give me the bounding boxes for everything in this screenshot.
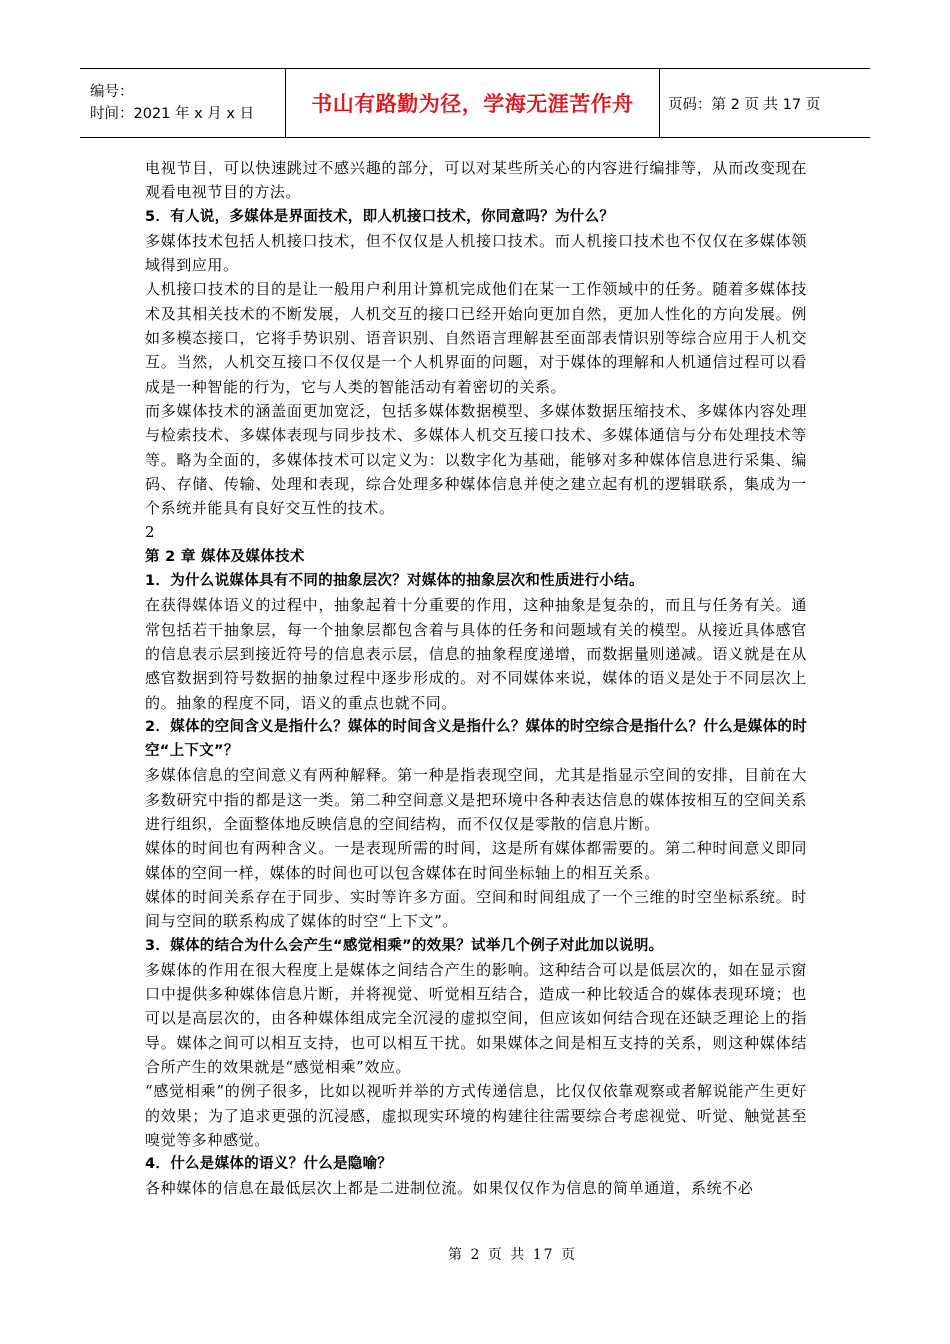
header-motto: 书山有路勤为径，学海无涯苦作舟 (311, 92, 634, 116)
body-paragraph: 各种媒体的信息在最低层次上都是二进制位流。如果仅仅作为信息的简单通道，系统不必 (145, 1179, 754, 1198)
header-page-info: 页码：第 2 页 共 17 页 (668, 96, 821, 113)
question-heading: 4．什么是媒体的语义？什么是隐喻？ (145, 1156, 393, 1173)
doc-number-label: 编号： (90, 84, 134, 100)
question-heading: 5．有人说，多媒体是界面技术，即人机接口技术，你同意吗？为什么？ (145, 208, 615, 225)
header-page-info-cell (660, 69, 870, 137)
page-header (80, 68, 870, 138)
body-paragraph: 多媒体信息的空间意义有两种解释。第一种是指表现空间，尤其是指显示空间的安排，目前在大多数研究中指的都是这一类。第二种空间意义是把环境中各种表达信息的媒体按相互的空间关系进行组织，全面整体地反映信息的空间结构，而不仅仅是零散的信息片断。 (145, 766, 807, 834)
question-heading: 第 2 章 媒体及媒体技术 (145, 548, 305, 565)
question-heading: 2．媒体的空间含义是指什么？媒体的时间含义是指什么？媒体的时空综合是指什么？什么是媒体的时空“上下文”？ (145, 718, 807, 760)
body-paragraph: 多媒体的作用在很大程度上是媒体之间结合产生的影响。这种结合可以是低层次的，如在显示窗口中提供多种媒体信息片断，并将视觉、听觉相互结合，造成一种比较适合的媒体表现环境；也可以是高层次的，由各种媒体组成完全沉浸的虚拟空间，但应该如何结合现在还缺乏理论上的指导。媒体之间可以相互支持，也可以相互干扰。如果媒体之间是相互支持的关系，则这种媒体结合所产生的效果就是“感觉相乘”效应。 (145, 960, 807, 1076)
header-motto-cell (285, 69, 660, 137)
page-footer: 第 2 页 共 17 页 (448, 1247, 577, 1263)
time-label: 时间：2021 年 x 月 x 日 (90, 106, 255, 122)
body-paragraph: 媒体的时间也有两种含义。一是表现所需的时间，这是所有媒体都需要的。第二种时间意义即同媒体的空间一样，媒体的时间也可以包含媒体在时间坐标轴上的相互关系。 (145, 839, 807, 882)
body-paragraph: 多媒体技术包括人机接口技术，但不仅仅是人机接口技术。而人机接口技术也不仅仅在多媒体领域得到应用。 (145, 231, 807, 275)
body-paragraph: “感觉相乘”的例子很多，比如以视听并举的方式传递信息，比仅仅依靠观察或者解说能产生更好的效果；为了追求更强的沉浸感，虚拟现实环境的构建往往需要综合考虑视觉、听觉、触觉甚至嗅觉等多种感觉。 (145, 1082, 807, 1149)
body-paragraph: 人机接口技术的目的是让一般用户利用计算机完成他们在某一工作领域中的任务。随着多媒体技术及其相关技术的不断发展，人机交互的接口已经开始向更加自然，更加人性化的方向发展。例如多模态接口，它将手势识别、语音识别、自然语言理解甚至面部表情识别等综合应用于人机交互。当然，人机交互接口不仅仅是一个人机界面的问题，对于媒体的理解和人机通信过程可以看成是一种智能的行为，它与人类的智能活动有着密切的关系。 (145, 280, 807, 396)
question-heading: 1．为什么说媒体具有不同的抽象层次？对媒体的抽象层次和性质进行小结。 (145, 573, 644, 590)
body-paragraph: 媒体的时间关系存在于同步、实时等许多方面。空间和时间组成了一个三维的时空坐标系统。时间与空间的联系构成了媒体的时空“上下文”。 (145, 887, 807, 931)
body-paragraph: 2 (145, 523, 156, 542)
question-heading: 3．媒体的结合为什么会产生“感觉相乘”的效果？试举几个例子对此加以说明。 (145, 937, 664, 954)
body-paragraph: 在获得媒体语义的过程中，抽象起着十分重要的作用，这种抽象是复杂的，而且与任务有关。通常包括若干抽象层，每一个抽象层都包含着与具体的任务和问题域有关的模型。从接近具体感官的信息表示层到接近符号的信息表示层，信息的抽象程度递增，而数据量则递减。语义就是在从感官数据到符号数据的抽象过程中逐步形成的。对不同媒体来说，媒体的语义是处于不同层次上的。抽象的程度不同，语义的重点也就不同。 (145, 596, 807, 712)
header-meta (80, 69, 285, 137)
body-paragraph: 而多媒体技术的涵盖面更加宽泛，包括多媒体数据模型、多媒体数据压缩技术、多媒体内容处理与检索技术、多媒体表现与同步技术、多媒体人机交互接口技术、多媒体通信与分布处理技术等等。略为全面的，多媒体技术可以定义为：以数字化为基础，能够对多种媒体信息进行采集、编码、存储、传输、处理和表现，综合处理多种媒体信息并使之建立起有机的逻辑联系，集成为一个系统并能具有良好交互性的技术。 (145, 401, 807, 518)
document-body (145, 156, 807, 1201)
body-paragraph: 电视节目，可以快速跳过不感兴趣的部分，可以对某些所关心的内容进行编排等，从而改变现在观看电视节目的方法。 (145, 159, 807, 202)
